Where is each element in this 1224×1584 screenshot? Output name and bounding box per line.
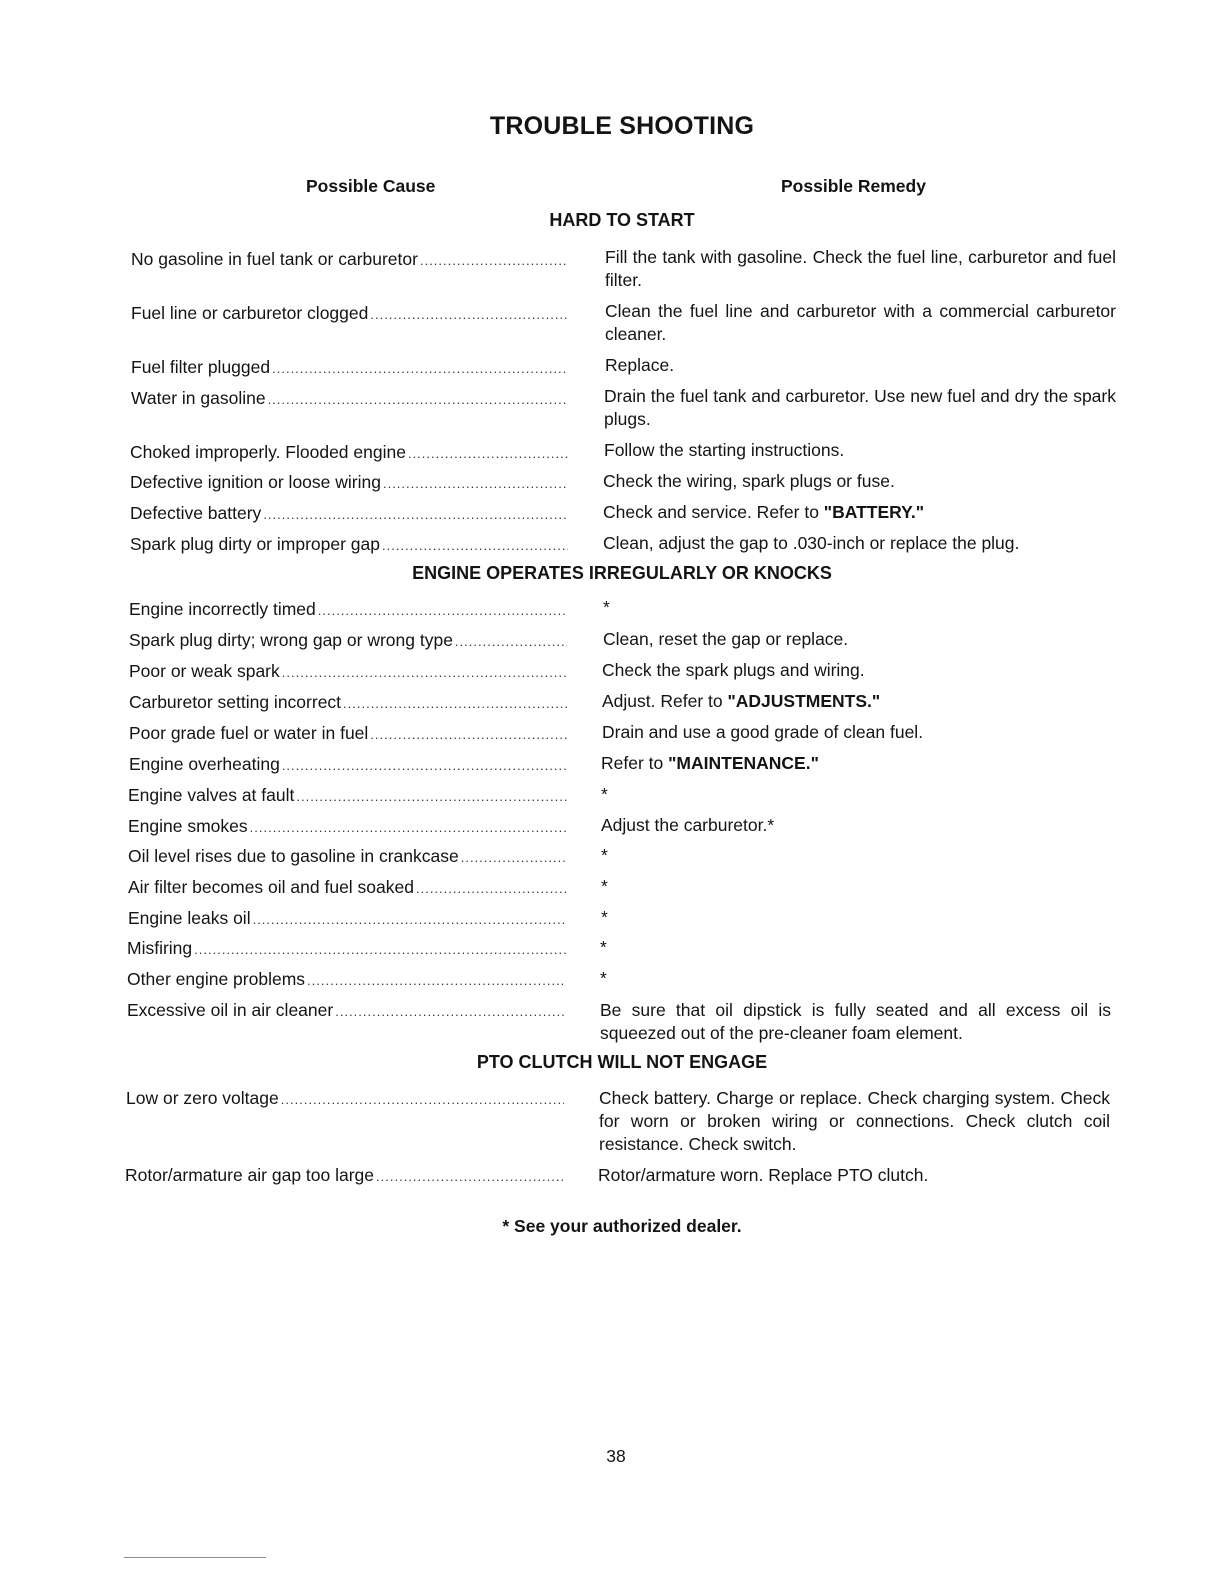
remedy-cell: * xyxy=(601,876,608,896)
remedy-cell: Adjust. Refer to "ADJUSTMENTS." xyxy=(602,691,881,711)
cause-cell: Misfiring ..... xyxy=(127,937,566,961)
cause-cell: Oil level rises due to gasoline in crankcase ..... xyxy=(128,845,566,869)
scan-edge-line xyxy=(124,1557,266,1558)
cause-cell: Rotor/armature air gap too large ..... xyxy=(125,1164,564,1188)
remedy-column-header: Possible Remedy xyxy=(781,176,926,196)
cause-cell: Engine smokes ..... xyxy=(128,815,567,839)
cause-cell: Fuel line or carburetor clogged ..... xyxy=(131,302,568,326)
page-title: TROUBLE SHOOTING xyxy=(489,112,755,140)
remedy-cell: Fill the tank with gasoline. Check the fuel line, carburetor and fuel filter. xyxy=(605,247,1116,290)
remedy-cell: Replace. xyxy=(605,355,675,375)
cause-cell: Poor or weak spark ..... xyxy=(129,660,567,684)
cause-cell: Engine valves at fault ..... xyxy=(128,784,567,808)
cause-cell: No gasoline in fuel tank or carburetor ..... xyxy=(131,248,568,272)
cause-cell: Choked improperly. Flooded engine ..... xyxy=(130,441,568,465)
battery-reference: "BATTERY." xyxy=(823,502,925,522)
section-heading-engine-irregular: ENGINE OPERATES IRREGULARLY OR KNOCKS xyxy=(412,563,832,583)
cause-cell: Engine leaks oil ..... xyxy=(128,907,566,931)
remedy-cell: Be sure that oil dipstick is fully seated and all excess oil is squeezed out of the pre-cleaner foam element. xyxy=(600,1000,1111,1043)
remedy-cell: * xyxy=(601,784,608,804)
remedy-cell: Check battery. Charge or replace. Check charging system. Check for worn or broken wiring or connections. Check clutch coil resistance. Check switch. xyxy=(599,1088,1110,1154)
section-heading-pto-clutch: PTO CLUTCH WILL NOT ENGAGE xyxy=(476,1052,768,1072)
cause-cell: Fuel filter plugged ..... xyxy=(131,356,568,380)
cause-cell: Water in gasoline ..... xyxy=(131,387,568,411)
dealer-footnote: * See your authorized dealer. xyxy=(502,1216,742,1236)
remedy-cell: Clean, adjust the gap to .030-inch or replace the plug. xyxy=(603,533,1020,553)
remedy-cell: Follow the starting instructions. xyxy=(604,440,845,460)
remedy-cell: * xyxy=(600,937,607,957)
remedy-cell: Rotor/armature worn. Replace PTO clutch. xyxy=(598,1165,929,1185)
remedy-cell: Clean the fuel line and carburetor with a commercial carburetor cleaner. xyxy=(605,301,1116,344)
remedy-cell: Check the spark plugs and wiring. xyxy=(602,660,865,680)
cause-cell: Defective ignition or loose wiring ..... xyxy=(130,471,568,495)
cause-cell: Other engine problems ..... xyxy=(127,968,566,992)
cause-cell: Poor grade fuel or water in fuel ..... xyxy=(129,722,567,746)
remedy-cell: Drain the fuel tank and carburetor. Use new fuel and dry the spark plugs. xyxy=(604,386,1116,429)
cause-column-header: Possible Cause xyxy=(306,176,436,196)
cause-cell: Carburetor setting incorrect ..... xyxy=(129,691,567,715)
cause-cell: Engine incorrectly timed ..... xyxy=(129,598,567,622)
cause-cell: Engine overheating ..... xyxy=(129,753,567,777)
remedy-cell: * xyxy=(600,968,607,988)
remedy-cell: Drain and use a good grade of clean fuel. xyxy=(602,722,924,742)
remedy-cell: Clean, reset the gap or replace. xyxy=(603,629,849,649)
cause-cell: Low or zero voltage ..... xyxy=(126,1087,564,1111)
remedy-cell: * xyxy=(601,907,608,927)
remedy-cell: * xyxy=(601,845,608,865)
page-number: 38 xyxy=(606,1446,626,1466)
remedy-cell: * xyxy=(603,597,610,617)
cause-cell: Excessive oil in air cleaner ..... xyxy=(127,999,565,1023)
maintenance-reference: "MAINTENANCE." xyxy=(668,753,819,773)
remedy-cell: Adjust the carburetor.* xyxy=(601,815,775,835)
adjustments-reference: "ADJUSTMENTS." xyxy=(727,691,881,711)
cause-cell: Defective battery ..... xyxy=(130,502,568,526)
cause-cell: Spark plug dirty or improper gap ..... xyxy=(130,533,568,557)
remedy-cell: Check and service. Refer to "BATTERY." xyxy=(603,502,925,522)
section-heading-hard-to-start: HARD TO START xyxy=(549,210,695,230)
remedy-cell: Refer to "MAINTENANCE." xyxy=(601,753,819,773)
remedy-cell: Check the wiring, spark plugs or fuse. xyxy=(603,471,895,491)
cause-cell: Air filter becomes oil and fuel soaked ..... xyxy=(128,876,566,900)
cause-cell: Spark plug dirty; wrong gap or wrong type ..... xyxy=(129,629,567,653)
